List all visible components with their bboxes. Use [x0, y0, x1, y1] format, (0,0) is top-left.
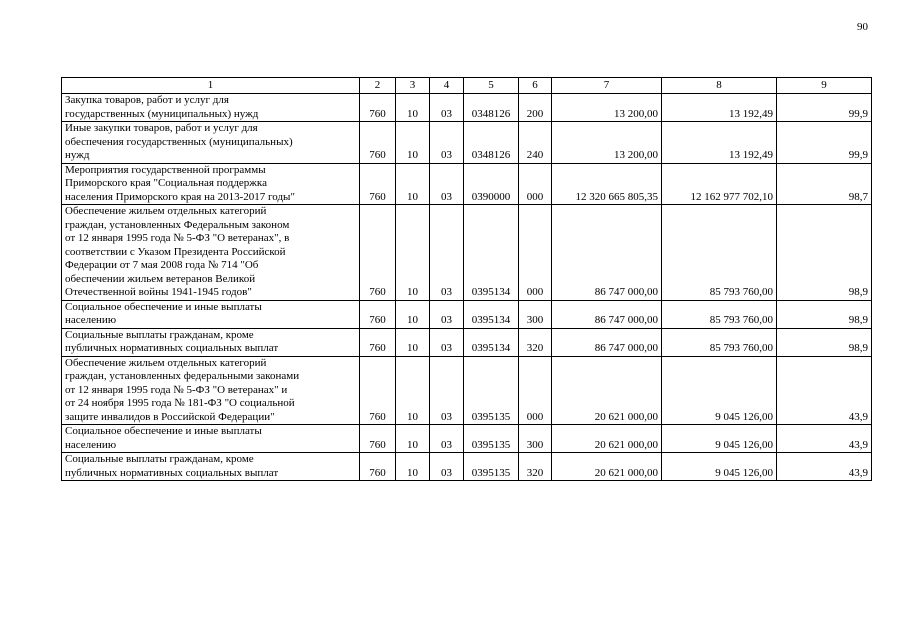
subsection-code-cell: 03	[430, 205, 464, 301]
expense-type-cell: 320	[519, 453, 552, 481]
item-name-line: населению	[65, 438, 117, 451]
planned-amount-cell: 20 621 000,00	[552, 356, 662, 425]
percent-cell: 99,9	[777, 94, 872, 122]
percent-cell: 43,9	[777, 453, 872, 481]
item-name-cell	[62, 122, 360, 164]
subsection-code-cell: 03	[430, 163, 464, 205]
expense-type-cell: 300	[519, 300, 552, 328]
item-name-cell	[62, 163, 360, 205]
target-code-cell: 0395134	[464, 205, 519, 301]
percent-cell: 98,9	[777, 300, 872, 328]
item-name-line: Федерации от 7 мая 2008 года № 714 "Об	[65, 259, 259, 271]
item-name-cell	[62, 453, 360, 481]
ministry-code-cell: 760	[360, 94, 396, 122]
item-name-line: от 24 ноября 1995 года № 181-ФЗ "О социальной	[65, 397, 295, 409]
item-name-line: обеспечении жильем ветеранов Великой	[65, 272, 256, 285]
subsection-code-cell: 03	[430, 453, 464, 481]
target-code-cell: 0390000	[464, 163, 519, 205]
table-header-row	[62, 78, 872, 94]
expense-type-cell: 000	[519, 356, 552, 425]
item-name-line: граждан, установленных федеральными законами	[65, 370, 300, 382]
section-code-cell: 10	[396, 453, 430, 481]
column-header: 5	[464, 78, 519, 94]
item-name-line: Социальное обеспечение и иные выплаты	[65, 300, 262, 313]
ministry-code-cell: 760	[360, 356, 396, 425]
item-name-line: от 12 января 1995 года № 5-ФЗ "О ветеранах", в	[65, 232, 290, 244]
item-name-line: Закупка товаров, работ и услуг для	[65, 94, 229, 106]
table-row	[62, 122, 872, 164]
table-row	[62, 425, 872, 453]
subsection-code-cell: 03	[430, 356, 464, 425]
item-name-line: соответствии с Указом Президента Российской	[65, 245, 286, 258]
item-name-line: Обеспечение жильем отдельных категорий	[65, 356, 267, 369]
percent-cell: 43,9	[777, 425, 872, 453]
ministry-code-cell: 760	[360, 328, 396, 356]
column-header: 1	[62, 78, 360, 94]
item-name-line: населения Приморского края на 2013-2017 годы"	[65, 190, 295, 203]
actual-amount-cell: 85 793 760,00	[662, 328, 777, 356]
item-name-cell	[62, 300, 360, 328]
section-code-cell: 10	[396, 356, 430, 425]
target-code-cell: 0348126	[464, 94, 519, 122]
actual-amount-cell: 9 045 126,00	[662, 356, 777, 425]
table-row	[62, 356, 872, 425]
target-code-cell: 0395135	[464, 356, 519, 425]
item-name-line: нужд	[65, 149, 90, 161]
table-row	[62, 300, 872, 328]
table-row	[62, 163, 872, 205]
planned-amount-cell: 86 747 000,00	[552, 328, 662, 356]
item-name-cell	[62, 94, 360, 122]
subsection-code-cell: 03	[430, 94, 464, 122]
item-name-line: государственных (муниципальных) нужд	[65, 107, 259, 120]
planned-amount-cell: 86 747 000,00	[552, 205, 662, 301]
item-name-line: публичных нормативных социальных выплат	[65, 466, 279, 479]
planned-amount-cell: 20 621 000,00	[552, 453, 662, 481]
target-code-cell: 0395134	[464, 300, 519, 328]
planned-amount-cell: 20 621 000,00	[552, 425, 662, 453]
item-name-cell	[62, 328, 360, 356]
column-header: 6	[519, 78, 552, 94]
page-number: 90	[857, 21, 868, 33]
percent-cell: 98,9	[777, 205, 872, 301]
item-name-line: защите инвалидов в Российской Федерации"	[65, 410, 275, 423]
ministry-code-cell: 760	[360, 122, 396, 164]
actual-amount-cell: 13 192,49	[662, 122, 777, 164]
table-row	[62, 94, 872, 122]
column-header: 2	[360, 78, 396, 94]
subsection-code-cell: 03	[430, 300, 464, 328]
item-name-cell	[62, 205, 360, 301]
planned-amount-cell: 13 200,00	[552, 122, 662, 164]
ministry-code-cell: 760	[360, 453, 396, 481]
target-code-cell: 0395135	[464, 453, 519, 481]
item-name-cell	[62, 356, 360, 425]
item-name-line: Социальные выплаты гражданам, кроме	[65, 328, 254, 341]
table-row	[62, 205, 872, 301]
section-code-cell: 10	[396, 425, 430, 453]
expense-type-cell: 300	[519, 425, 552, 453]
actual-amount-cell: 9 045 126,00	[662, 453, 777, 481]
section-code-cell: 10	[396, 122, 430, 164]
ministry-code-cell: 760	[360, 300, 396, 328]
section-code-cell: 10	[396, 163, 430, 205]
item-name-line: Мероприятия государственной программы	[65, 163, 266, 176]
planned-amount-cell: 12 320 665 805,35	[552, 163, 662, 205]
item-name-line: от 12 января 1995 года № 5-ФЗ "О ветеранах" и	[65, 383, 288, 396]
target-code-cell: 0348126	[464, 122, 519, 164]
item-name-cell	[62, 425, 360, 453]
subsection-code-cell: 03	[430, 425, 464, 453]
ministry-code-cell: 760	[360, 205, 396, 301]
item-name-line: Обеспечение жильем отдельных категорий	[65, 205, 267, 217]
planned-amount-cell: 86 747 000,00	[552, 300, 662, 328]
actual-amount-cell: 85 793 760,00	[662, 205, 777, 301]
actual-amount-cell: 13 192,49	[662, 94, 777, 122]
actual-amount-cell: 12 162 977 702,10	[662, 163, 777, 205]
column-header: 7	[552, 78, 662, 94]
section-code-cell: 10	[396, 94, 430, 122]
expense-type-cell: 000	[519, 205, 552, 301]
column-header: 8	[662, 78, 777, 94]
item-name-line: Приморского края "Социальная поддержка	[65, 177, 267, 189]
column-header: 3	[396, 78, 430, 94]
budget-table	[61, 77, 872, 481]
table-row	[62, 328, 872, 356]
planned-amount-cell: 13 200,00	[552, 94, 662, 122]
section-code-cell: 10	[396, 205, 430, 301]
expense-type-cell: 200	[519, 94, 552, 122]
section-code-cell: 10	[396, 328, 430, 356]
percent-cell: 98,7	[777, 163, 872, 205]
item-name-line: публичных нормативных социальных выплат	[65, 342, 279, 354]
item-name-line: населению	[65, 314, 117, 326]
percent-cell: 98,9	[777, 328, 872, 356]
actual-amount-cell: 9 045 126,00	[662, 425, 777, 453]
expense-type-cell: 320	[519, 328, 552, 356]
column-header: 9	[777, 78, 872, 94]
subsection-code-cell: 03	[430, 328, 464, 356]
expense-type-cell: 000	[519, 163, 552, 205]
item-name-line: Отечественной войны 1941-1945 годов"	[65, 286, 252, 298]
target-code-cell: 0395134	[464, 328, 519, 356]
item-name-line: Социальные выплаты гражданам, кроме	[65, 453, 254, 465]
actual-amount-cell: 85 793 760,00	[662, 300, 777, 328]
column-header: 4	[430, 78, 464, 94]
ministry-code-cell: 760	[360, 425, 396, 453]
item-name-line: обеспечения государственных (муниципальных)	[65, 135, 293, 148]
item-name-line: граждан, установленных Федеральным законом	[65, 218, 290, 231]
item-name-line: Иные закупки товаров, работ и услуг для	[65, 122, 258, 134]
target-code-cell: 0395135	[464, 425, 519, 453]
percent-cell: 43,9	[777, 356, 872, 425]
table-row	[62, 453, 872, 481]
expense-type-cell: 240	[519, 122, 552, 164]
item-name-line: Социальное обеспечение и иные выплаты	[65, 425, 262, 437]
subsection-code-cell: 03	[430, 122, 464, 164]
ministry-code-cell: 760	[360, 163, 396, 205]
percent-cell: 99,9	[777, 122, 872, 164]
section-code-cell: 10	[396, 300, 430, 328]
